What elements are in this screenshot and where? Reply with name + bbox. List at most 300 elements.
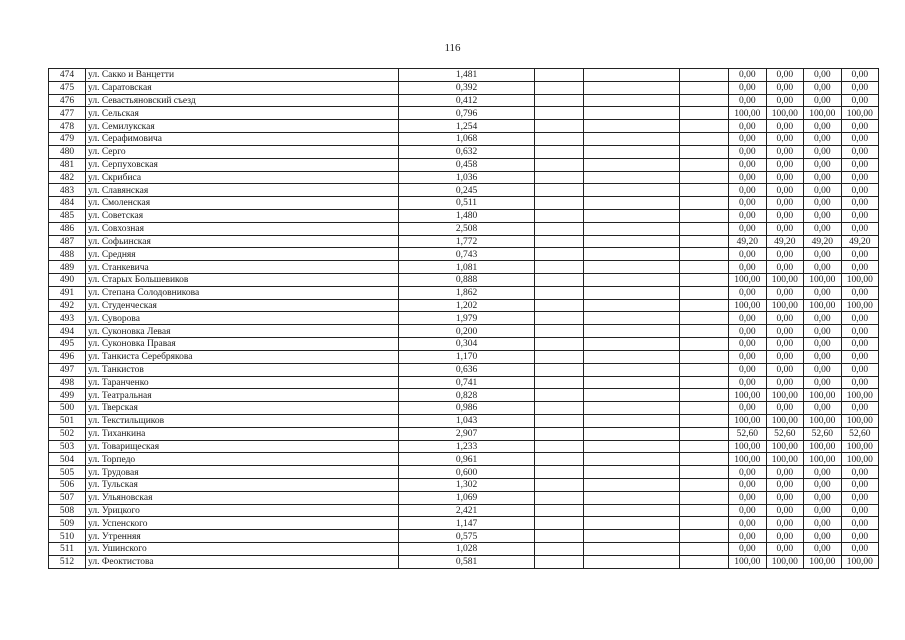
row-number-cell: 502 [49,427,86,440]
empty-cell [584,274,680,287]
value-cell: 100,00 [729,440,767,453]
empty-cell [680,555,729,568]
table-row [49,479,879,492]
value-cell: 0,00 [841,363,879,376]
empty-cell [584,261,680,274]
empty-cell [535,517,584,530]
empty-cell [535,184,584,197]
value-cell: 0,00 [766,363,804,376]
value-cell: 100,00 [766,453,804,466]
value-cell: 100,00 [766,107,804,120]
page-number: 116 [444,42,461,54]
row-number-cell: 508 [49,504,86,517]
row-number-cell: 498 [49,376,86,389]
street-name-cell: ул. Утренняя [86,530,399,543]
length-cell: 1,254 [399,120,535,133]
row-number-cell: 511 [49,543,86,556]
value-cell: 100,00 [729,555,767,568]
length-cell: 2,907 [399,427,535,440]
empty-cell [584,402,680,415]
empty-cell [535,555,584,568]
empty-cell [584,363,680,376]
table-body [49,69,879,569]
empty-cell [535,453,584,466]
value-cell: 100,00 [766,555,804,568]
empty-cell [680,133,729,146]
empty-cell [584,325,680,338]
empty-cell [680,479,729,492]
table-row [49,466,879,479]
length-cell: 1,233 [399,440,535,453]
street-name-cell: ул. Серго [86,145,399,158]
street-name-cell: ул. Саратовская [86,81,399,94]
value-cell: 0,00 [766,350,804,363]
value-cell: 0,00 [841,133,879,146]
value-cell: 0,00 [804,466,842,479]
value-cell: 0,00 [729,286,767,299]
table-row [49,389,879,402]
value-cell: 0,00 [841,479,879,492]
empty-cell [535,235,584,248]
row-number-cell: 482 [49,171,86,184]
value-cell: 0,00 [766,504,804,517]
empty-cell [680,491,729,504]
value-cell: 0,00 [804,517,842,530]
value-cell: 0,00 [766,466,804,479]
value-cell: 0,00 [729,248,767,261]
value-cell: 100,00 [804,274,842,287]
empty-cell [535,94,584,107]
street-name-cell: ул. Тульская [86,479,399,492]
value-cell: 52,60 [766,427,804,440]
street-name-cell: ул. Трудовая [86,466,399,479]
value-cell: 0,00 [841,530,879,543]
value-cell: 100,00 [804,299,842,312]
empty-cell [584,504,680,517]
value-cell: 100,00 [841,453,879,466]
length-cell: 0,986 [399,402,535,415]
empty-cell [584,530,680,543]
row-number-cell: 503 [49,440,86,453]
length-cell: 0,888 [399,274,535,287]
length-cell: 0,412 [399,94,535,107]
empty-cell [584,120,680,133]
empty-cell [680,235,729,248]
table-row [49,81,879,94]
value-cell: 100,00 [766,389,804,402]
value-cell: 0,00 [729,209,767,222]
value-cell: 0,00 [804,286,842,299]
empty-cell [535,543,584,556]
empty-cell [680,274,729,287]
value-cell: 0,00 [729,222,767,235]
row-number-cell: 479 [49,133,86,146]
value-cell: 0,00 [804,248,842,261]
empty-cell [584,312,680,325]
value-cell: 0,00 [804,338,842,351]
value-cell: 100,00 [729,453,767,466]
street-name-cell: ул. Танкистов [86,363,399,376]
value-cell: 0,00 [841,197,879,210]
empty-cell [584,133,680,146]
empty-cell [535,466,584,479]
value-cell: 0,00 [729,184,767,197]
empty-cell [584,235,680,248]
table-row [49,133,879,146]
street-name-cell: ул. Товарищеская [86,440,399,453]
value-cell: 0,00 [766,402,804,415]
table-row [49,325,879,338]
value-cell: 100,00 [841,107,879,120]
empty-cell [584,389,680,402]
value-cell: 0,00 [729,120,767,133]
empty-cell [680,171,729,184]
length-cell: 0,632 [399,145,535,158]
row-number-cell: 492 [49,299,86,312]
empty-cell [535,133,584,146]
value-cell: 0,00 [841,261,879,274]
empty-cell [535,504,584,517]
row-number-cell: 509 [49,517,86,530]
empty-cell [680,94,729,107]
empty-cell [680,299,729,312]
empty-cell [584,466,680,479]
value-cell: 0,00 [729,94,767,107]
value-cell: 0,00 [766,209,804,222]
value-cell: 0,00 [841,491,879,504]
value-cell: 0,00 [841,94,879,107]
empty-cell [680,312,729,325]
length-cell: 1,028 [399,543,535,556]
table-row [49,299,879,312]
street-name-cell: ул. Софьинская [86,235,399,248]
row-number-cell: 476 [49,94,86,107]
table-row [49,338,879,351]
length-cell: 0,200 [399,325,535,338]
value-cell: 0,00 [841,171,879,184]
table-row [49,517,879,530]
value-cell: 0,00 [766,69,804,82]
value-cell: 0,00 [766,94,804,107]
value-cell: 0,00 [729,145,767,158]
value-cell: 0,00 [766,171,804,184]
value-cell: 0,00 [729,325,767,338]
empty-cell [535,491,584,504]
value-cell: 0,00 [766,81,804,94]
length-cell: 0,392 [399,81,535,94]
empty-cell [535,402,584,415]
row-number-cell: 483 [49,184,86,197]
length-cell: 0,511 [399,197,535,210]
empty-cell [535,209,584,222]
value-cell: 0,00 [804,350,842,363]
row-number-cell: 493 [49,312,86,325]
empty-cell [535,145,584,158]
empty-cell [584,222,680,235]
value-cell: 0,00 [766,248,804,261]
row-number-cell: 495 [49,338,86,351]
length-cell: 1,772 [399,235,535,248]
value-cell: 0,00 [729,543,767,556]
empty-cell [535,248,584,261]
row-number-cell: 480 [49,145,86,158]
empty-cell [680,158,729,171]
street-name-cell: ул. Старых Большевиков [86,274,399,287]
empty-cell [584,184,680,197]
empty-cell [584,81,680,94]
value-cell: 0,00 [804,171,842,184]
empty-cell [584,543,680,556]
row-number-cell: 481 [49,158,86,171]
table-row [49,69,879,82]
value-cell: 0,00 [804,376,842,389]
value-cell: 100,00 [766,274,804,287]
empty-cell [680,427,729,440]
empty-cell [584,145,680,158]
table-row [49,286,879,299]
value-cell: 0,00 [729,530,767,543]
empty-cell [584,209,680,222]
table-row [49,248,879,261]
value-cell: 0,00 [766,133,804,146]
value-cell: 0,00 [841,69,879,82]
value-cell: 49,20 [766,235,804,248]
street-name-cell: ул. Смоленская [86,197,399,210]
value-cell: 100,00 [729,389,767,402]
empty-cell [535,312,584,325]
value-cell: 52,60 [841,427,879,440]
empty-cell [584,453,680,466]
value-cell: 0,00 [729,466,767,479]
value-cell: 0,00 [804,363,842,376]
street-name-cell: ул. Серафимовича [86,133,399,146]
empty-cell [680,402,729,415]
row-number-cell: 497 [49,363,86,376]
row-number-cell: 494 [49,325,86,338]
length-cell: 0,458 [399,158,535,171]
value-cell: 0,00 [841,286,879,299]
length-cell: 1,170 [399,350,535,363]
value-cell: 0,00 [766,222,804,235]
value-cell: 100,00 [766,440,804,453]
value-cell: 0,00 [804,504,842,517]
value-cell: 0,00 [729,363,767,376]
empty-cell [584,479,680,492]
empty-cell [680,530,729,543]
table-row [49,94,879,107]
length-cell: 1,481 [399,69,535,82]
empty-cell [535,120,584,133]
value-cell: 0,00 [804,81,842,94]
empty-cell [584,440,680,453]
value-cell: 0,00 [729,479,767,492]
value-cell: 100,00 [841,440,879,453]
table-row [49,197,879,210]
row-number-cell: 477 [49,107,86,120]
value-cell: 0,00 [766,197,804,210]
empty-cell [680,248,729,261]
table-row [49,274,879,287]
row-number-cell: 489 [49,261,86,274]
value-cell: 0,00 [729,350,767,363]
street-name-cell: ул. Севастьяновский съезд [86,94,399,107]
value-cell: 0,00 [804,197,842,210]
street-name-cell: ул. Скрибиса [86,171,399,184]
empty-cell [680,286,729,299]
row-number-cell: 500 [49,402,86,415]
value-cell: 0,00 [804,158,842,171]
value-cell: 0,00 [804,491,842,504]
row-number-cell: 490 [49,274,86,287]
street-name-cell: ул. Урицкого [86,504,399,517]
value-cell: 0,00 [766,286,804,299]
value-cell: 0,00 [729,158,767,171]
empty-cell [680,120,729,133]
value-cell: 49,20 [729,235,767,248]
row-number-cell: 505 [49,466,86,479]
empty-cell [535,299,584,312]
value-cell: 0,00 [804,325,842,338]
value-cell: 100,00 [841,389,879,402]
empty-cell [535,222,584,235]
table-row [49,427,879,440]
value-cell: 0,00 [804,402,842,415]
value-cell: 100,00 [766,299,804,312]
empty-cell [680,543,729,556]
empty-cell [584,517,680,530]
value-cell: 100,00 [841,274,879,287]
value-cell: 100,00 [766,414,804,427]
value-cell: 0,00 [804,222,842,235]
table-row [49,350,879,363]
row-number-cell: 506 [49,479,86,492]
empty-cell [680,376,729,389]
value-cell: 0,00 [841,145,879,158]
value-cell: 0,00 [841,466,879,479]
empty-cell [535,325,584,338]
table-row [49,261,879,274]
table-row [49,209,879,222]
empty-cell [680,184,729,197]
length-cell: 1,036 [399,171,535,184]
empty-cell [535,261,584,274]
row-number-cell: 499 [49,389,86,402]
street-name-cell: ул. Средняя [86,248,399,261]
value-cell: 0,00 [766,543,804,556]
value-cell: 0,00 [729,197,767,210]
table-row [49,145,879,158]
length-cell: 1,480 [399,209,535,222]
length-cell: 1,302 [399,479,535,492]
street-name-cell: ул. Суконовка Правая [86,338,399,351]
row-number-cell: 486 [49,222,86,235]
row-number-cell: 475 [49,81,86,94]
value-cell: 0,00 [841,184,879,197]
value-cell: 0,00 [841,325,879,338]
value-cell: 100,00 [729,107,767,120]
empty-cell [584,299,680,312]
length-cell: 0,245 [399,184,535,197]
value-cell: 100,00 [804,555,842,568]
value-cell: 100,00 [804,389,842,402]
empty-cell [535,363,584,376]
table-row [49,158,879,171]
value-cell: 0,00 [804,145,842,158]
table-row [49,107,879,120]
value-cell: 0,00 [766,491,804,504]
length-cell: 0,575 [399,530,535,543]
row-number-cell: 488 [49,248,86,261]
street-name-cell: ул. Славянская [86,184,399,197]
street-name-cell: ул. Текстильщиков [86,414,399,427]
value-cell: 0,00 [841,120,879,133]
value-cell: 0,00 [804,312,842,325]
length-cell: 1,081 [399,261,535,274]
value-cell: 0,00 [766,338,804,351]
value-cell: 0,00 [804,530,842,543]
value-cell: 100,00 [729,299,767,312]
row-number-cell: 510 [49,530,86,543]
empty-cell [680,197,729,210]
value-cell: 0,00 [766,120,804,133]
value-cell: 100,00 [841,414,879,427]
street-name-cell: ул. Таранченко [86,376,399,389]
street-name-cell: ул. Серпуховская [86,158,399,171]
empty-cell [584,376,680,389]
empty-cell [680,81,729,94]
empty-cell [680,325,729,338]
table-row [49,414,879,427]
empty-cell [584,69,680,82]
street-name-cell: ул. Степана Солодовникова [86,286,399,299]
value-cell: 0,00 [729,517,767,530]
value-cell: 0,00 [766,184,804,197]
value-cell: 0,00 [804,184,842,197]
row-number-cell: 478 [49,120,86,133]
table-row [49,376,879,389]
length-cell: 0,961 [399,453,535,466]
value-cell: 0,00 [766,479,804,492]
value-cell: 0,00 [729,504,767,517]
table-row [49,171,879,184]
value-cell: 0,00 [841,158,879,171]
value-cell: 52,60 [804,427,842,440]
empty-cell [584,248,680,261]
length-cell: 1,979 [399,312,535,325]
empty-cell [680,350,729,363]
table-row [49,530,879,543]
empty-cell [584,491,680,504]
value-cell: 0,00 [766,158,804,171]
table-row [49,120,879,133]
length-cell: 0,636 [399,363,535,376]
empty-cell [680,414,729,427]
value-cell: 100,00 [804,453,842,466]
value-cell: 0,00 [804,543,842,556]
table-row [49,235,879,248]
empty-cell [535,427,584,440]
street-name-cell: ул. Танкиста Серебрякова [86,350,399,363]
value-cell: 0,00 [804,133,842,146]
street-name-cell: ул. Студенческая [86,299,399,312]
value-cell: 0,00 [729,261,767,274]
row-number-cell: 487 [49,235,86,248]
streets-table [48,68,879,569]
value-cell: 0,00 [841,543,879,556]
row-number-cell: 496 [49,350,86,363]
empty-cell [535,107,584,120]
empty-cell [680,69,729,82]
